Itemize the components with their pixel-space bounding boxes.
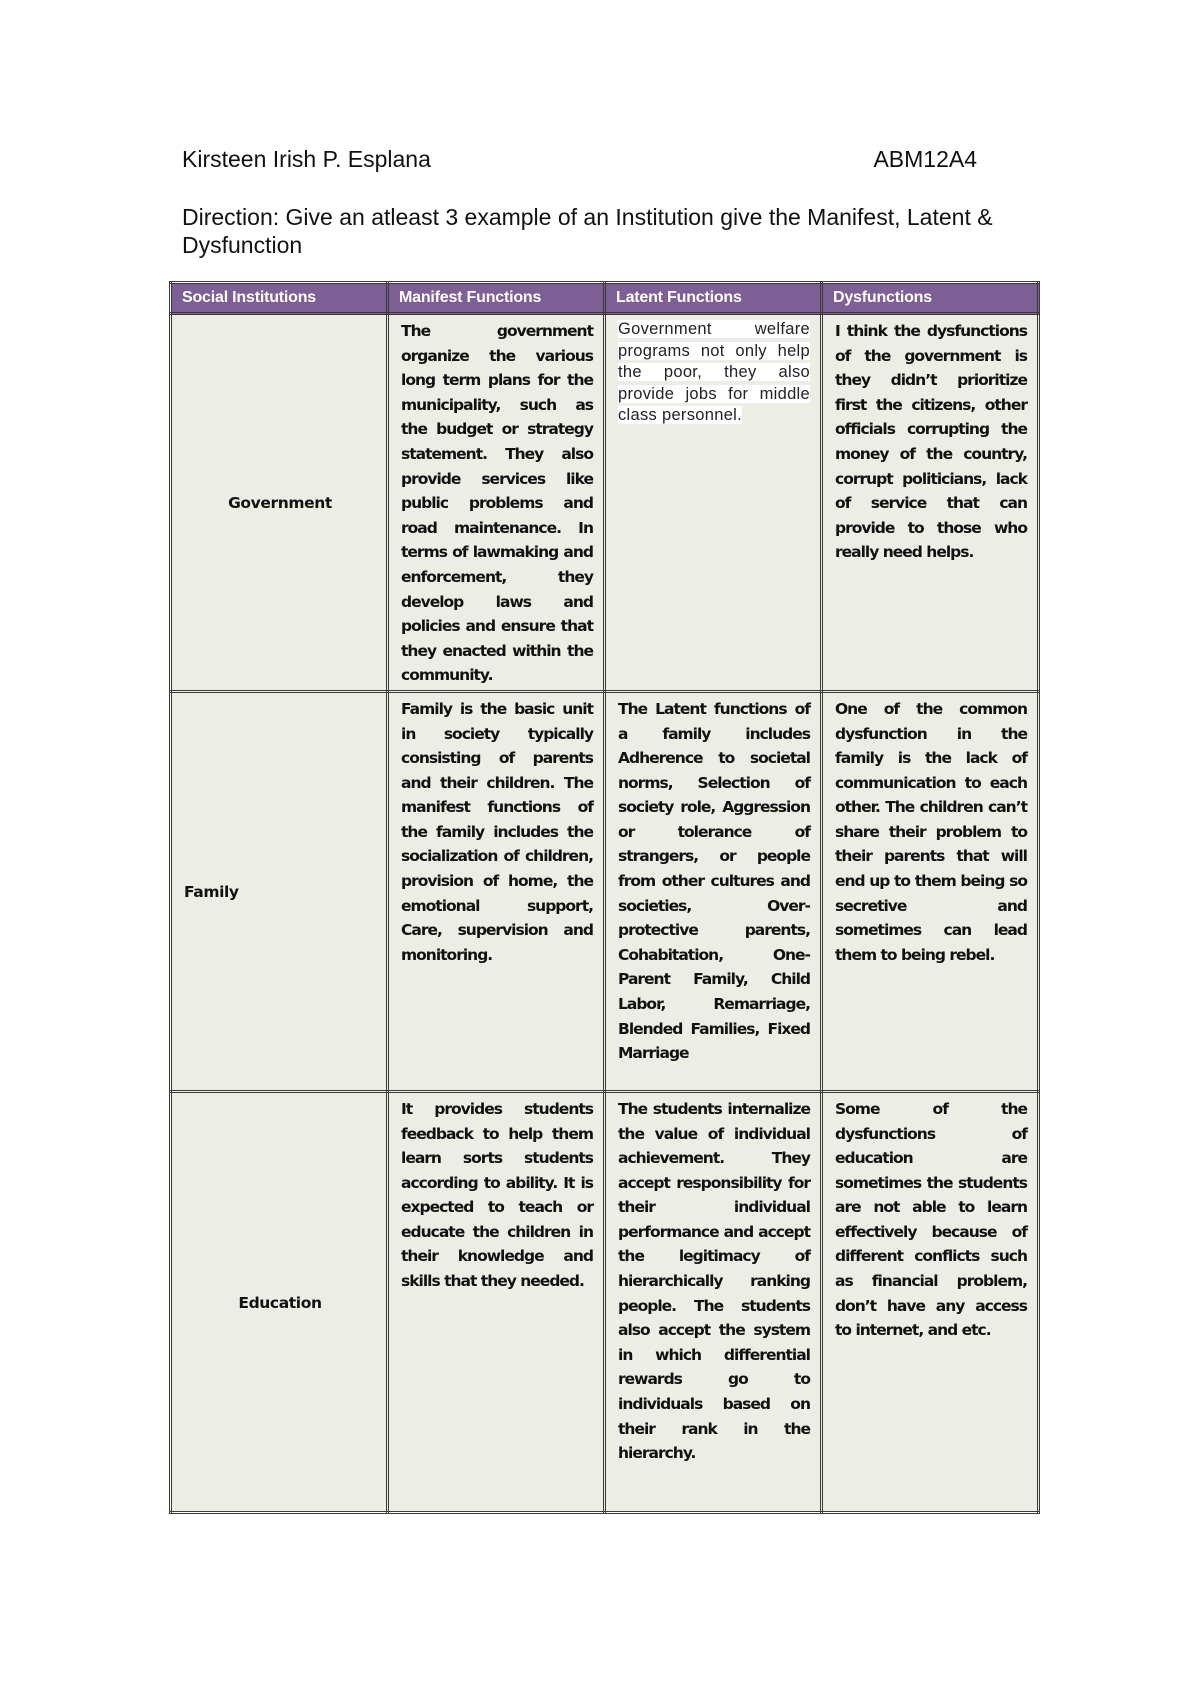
institution-cell: Government xyxy=(171,314,388,692)
column-header-latent-functions: Latent Functions xyxy=(605,283,822,314)
latent-cell xyxy=(605,314,822,692)
latent-cell: The students internalize the value of individual achievement. They accept responsibility for their individual performance and accept the legitimacy of hierarchically ranking people. The students also accept the system in which differential rewards go to individuals based on their rank in the hierarchy. xyxy=(605,1091,822,1512)
table-row-family xyxy=(171,691,1039,1091)
latent-text: Government welfare programs not only help the poor, they also provide jobs for middle class personnel. xyxy=(618,320,810,424)
document-header xyxy=(182,146,977,173)
column-header-social-institutions: Social Institutions xyxy=(171,283,388,314)
direction-text: Direction: Give an atleast 3 example of an Institution give the Manifest, Latent & Dysfunction xyxy=(182,204,993,258)
institution-cell: Education xyxy=(171,1091,388,1512)
manifest-cell: Family is the basic unit in society typically consisting of parents and their children. The manifest functions of the family includes the socialization of children, provision of home, the emotional support, Care, supervision and monitoring. xyxy=(388,691,605,1091)
table-header-row xyxy=(171,283,1039,314)
institutions-table xyxy=(169,281,1040,1514)
latent-cell: The Latent functions of a family includes Adherence to societal norms, Selection of society role, Aggression or tolerance of strangers, or people from other cultures and societies, Over-protective parents, Cohabitation, One-Parent Family, Child Labor, Remarriage, Blended Families, Fixed Marriage xyxy=(605,691,822,1091)
manifest-cell: The government organize the various long term plans for the municipality, such as the budget or strategy statement. They also provide services like public problems and road maintenance. In terms of lawmaking and enforcement, they develop laws and policies and ensure that they enacted within the community. xyxy=(388,314,605,692)
institution-cell: Family xyxy=(171,691,388,1091)
column-header-dysfunctions: Dysfunctions xyxy=(822,283,1039,314)
section-code: ABM12A4 xyxy=(873,146,977,172)
dysfunction-cell: One of the common dysfunction in the family is the lack of communication to each other. The children can’t share their problem to their parents that will end up to them being so secretive and sometimes can lead them to being rebel. xyxy=(822,691,1039,1091)
student-name: Kirsteen Irish P. Esplana xyxy=(182,146,431,172)
dysfunction-cell: I think the dysfunctions of the government is they didn’t prioritize first the citizens, other officials corrupting the money of the country, corrupt politicians, lack of service that can provide to those who really need helps. xyxy=(822,314,1039,692)
table-row-education xyxy=(171,1091,1039,1512)
column-header-manifest-functions: Manifest Functions xyxy=(388,283,605,314)
manifest-cell: It provides students feedback to help them learn sorts students according to ability. It is expected to teach or educate the children in their knowledge and skills that they needed. xyxy=(388,1091,605,1512)
institutions-table-wrapper xyxy=(169,281,1037,1514)
dysfunction-cell: Some of the dysfunctions of education are sometimes the students are not able to learn effectively because of different conflicts such as financial problem, don’t have any access to internet, and etc. xyxy=(822,1091,1039,1512)
table-row-government xyxy=(171,314,1039,692)
